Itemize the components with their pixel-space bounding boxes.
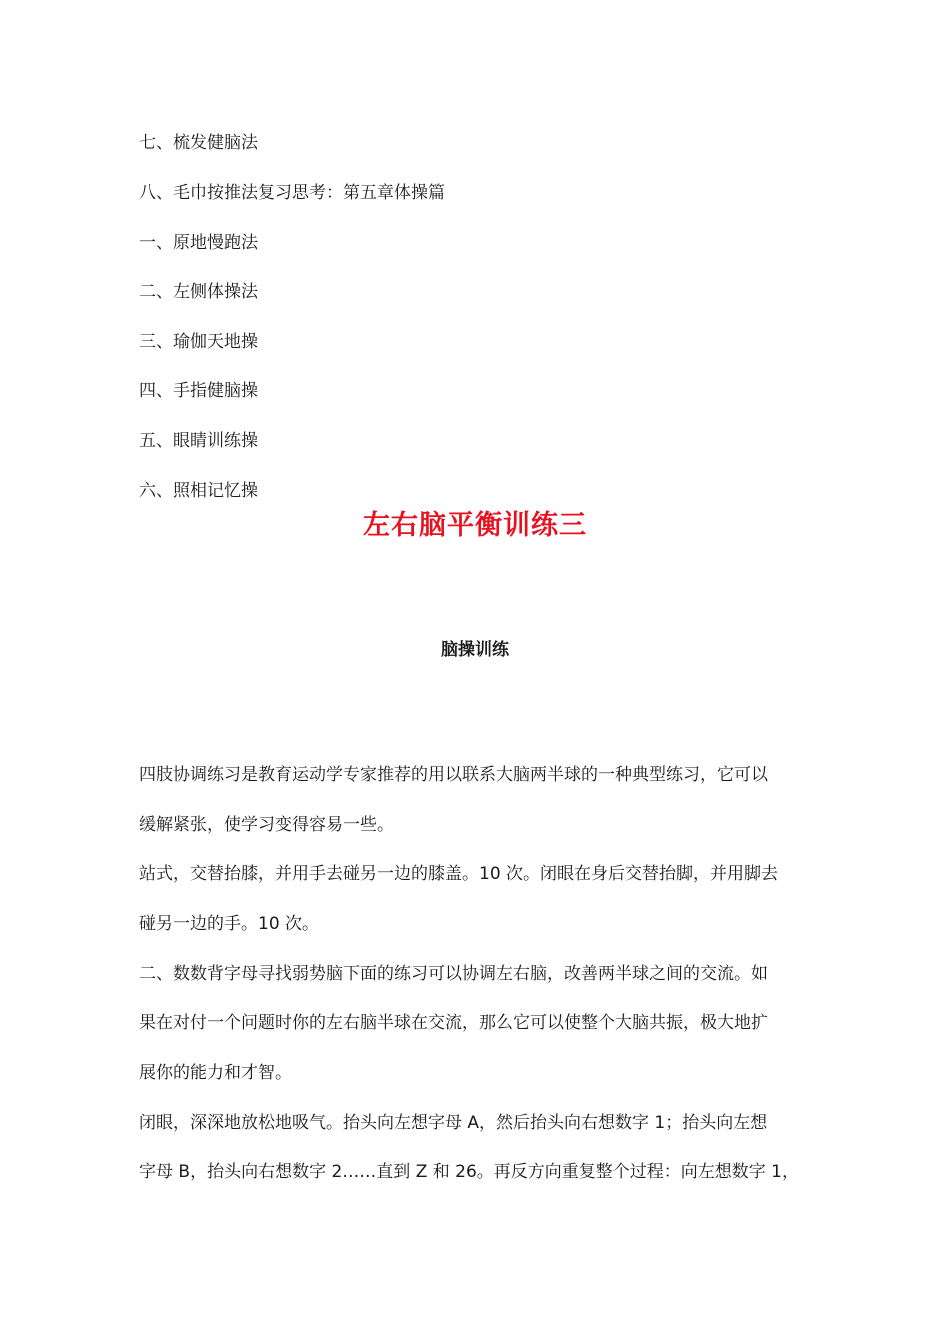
toc-item-8: 八、毛巾按推法复习思考：第五章体操篇 <box>139 183 445 203</box>
section-title: 左右脑平衡训练三 <box>363 510 587 541</box>
paragraph-line: 果在对付一个问题时你的左右脑半球在交流，那么它可以使整个大脑共振，极大地扩 <box>139 1013 768 1033</box>
section-subtitle: 脑操训练 <box>441 640 509 660</box>
paragraph-line: 字母 B，抬头向右想数字 2……直到 Z 和 26。再反方向重复整个过程：向左想数字 1， <box>139 1162 799 1182</box>
toc-item-3: 三、瑜伽天地操 <box>139 332 258 352</box>
toc-item-5: 五、眼睛训练操 <box>139 431 258 451</box>
toc-item-7: 七、梳发健脑法 <box>139 133 258 153</box>
paragraph-line: 站式，交替抬膝，并用手去碰另一边的膝盖。10 次。闭眼在身后交替抬脚，并用脚去 <box>139 864 779 884</box>
paragraph-line: 展你的能力和才智。 <box>139 1063 292 1083</box>
paragraph-line: 缓解紧张，使学习变得容易一些。 <box>139 815 394 835</box>
toc-item-4: 四、手指健脑操 <box>139 381 258 401</box>
paragraph-line: 二、数数背字母寻找弱势脑下面的练习可以协调左右脑，改善两半球之间的交流。如 <box>139 964 768 984</box>
toc-item-1: 一、原地慢跑法 <box>139 233 258 253</box>
toc-item-6: 六、照相记忆操 <box>139 481 258 501</box>
paragraph-line: 闭眼，深深地放松地吸气。抬头向左想字母 A，然后抬头向右想数字 1；抬头向左想 <box>139 1113 768 1133</box>
paragraph-line: 四肢协调练习是教育运动学专家推荐的用以联系大脑两半球的一种典型练习，它可以 <box>139 765 768 785</box>
toc-item-2: 二、左侧体操法 <box>139 282 258 302</box>
paragraph-line: 碰另一边的手。10 次。 <box>139 914 320 934</box>
